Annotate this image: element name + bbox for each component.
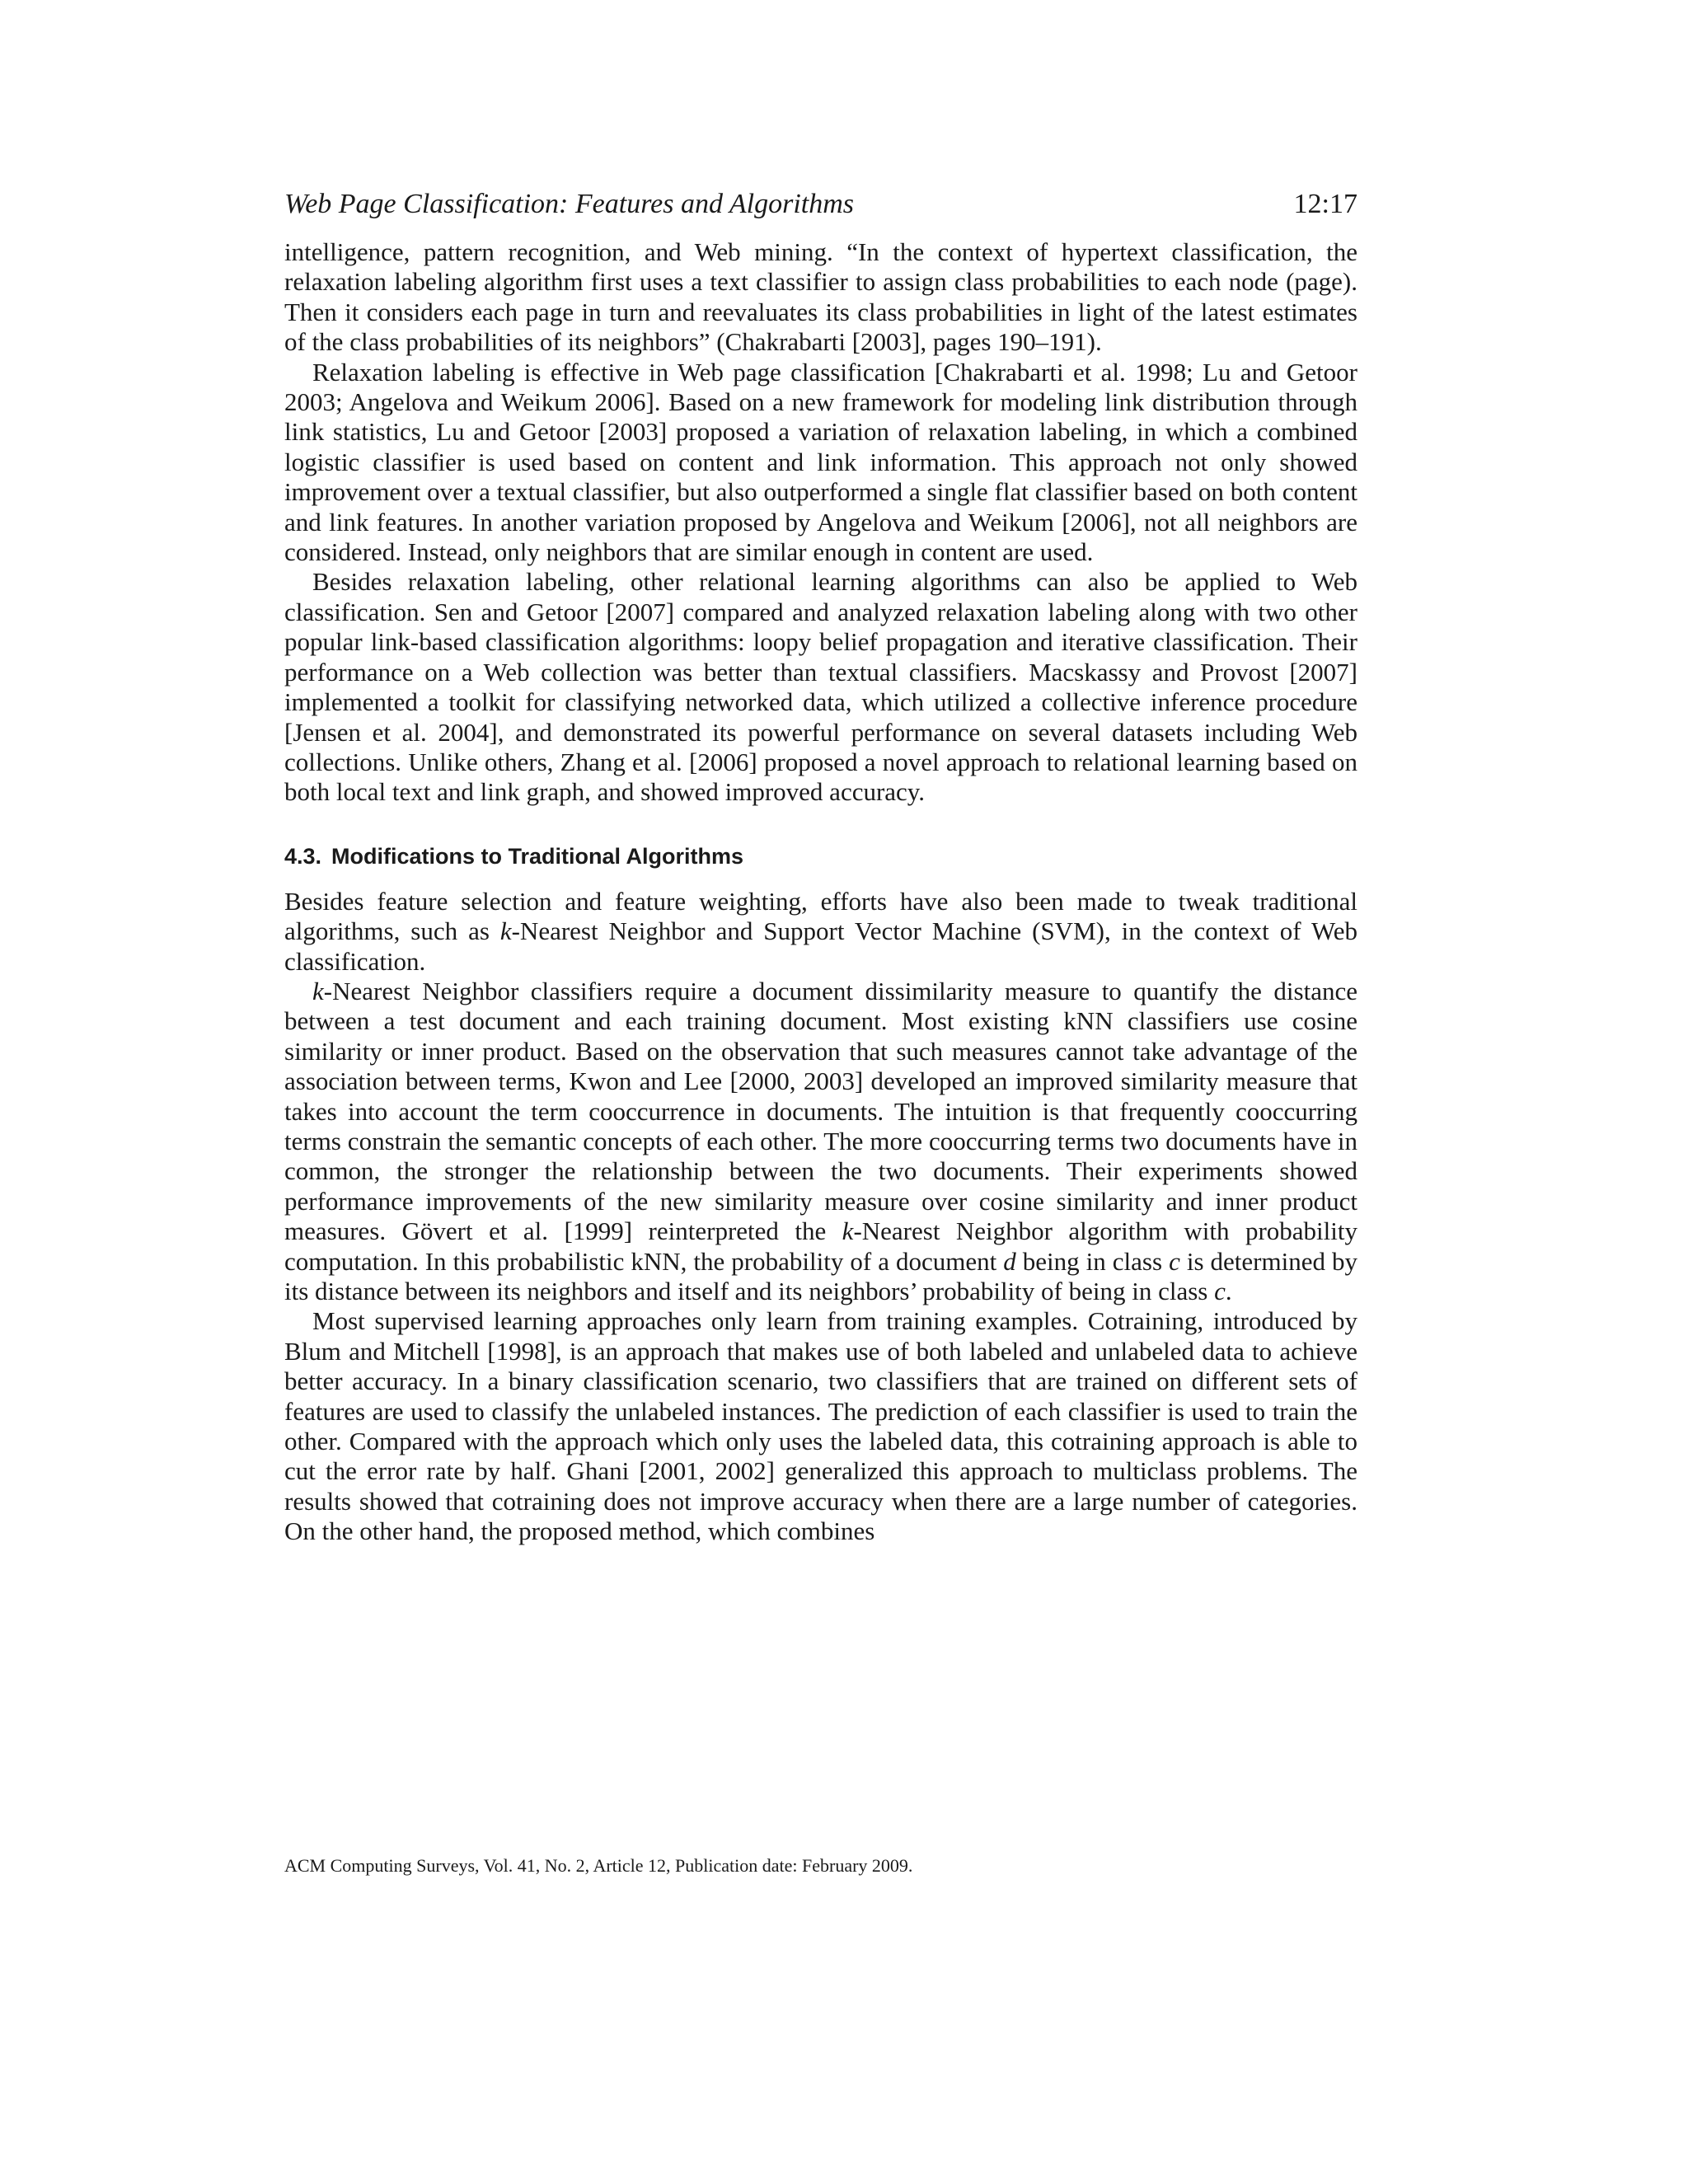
- math-k: k: [499, 916, 512, 946]
- page-footer: ACM Computing Surveys, Vol. 41, No. 2, Article 12, Publication date: February 2009.: [284, 1855, 913, 1876]
- running-head: [284, 188, 1357, 221]
- paragraph-cotraining: Most supervised learning approaches only learn from training examples. Cotraining, introduced by Blum and Mitchell [1998], is an approach that makes use of both labeled and unlabeled data to achieve better accuracy. In a binary classification scenario, two classifiers that are trained on different sets of features are used to classify the unlabeled instances. The prediction of each classifier is used to train the other. Compared with the approach which only uses the labeled data, this cotraining approach is able to cut the error rate by half. Ghani [2001, 2002] generalized this approach to multiclass problems. The results showed that cotraining does not improve accuracy when there are a large number of categories. On the other hand, the proposed method, which combines: [284, 1306, 1357, 1546]
- math-d: d: [1003, 1246, 1016, 1276]
- paragraph-knn: [284, 977, 1357, 1306]
- section-heading: [284, 842, 1357, 870]
- text-run: Besides feature selection and feature weighting, efforts have also been made to tweak traditional algorithms, such as: [284, 886, 1357, 946]
- text-run: being in class: [1015, 1246, 1170, 1276]
- paragraph-continuation: intelligence, pattern recognition, and Web mining. “In the context of hypertext classification, the relaxation labeling algorithm first uses a text classifier to assign class probabilities to each node (page). Then it considers each page in turn and reevaluates its class probabilities in light of the latest estimates of the class probabilities of its neighbors” (Chakrabarti [2003], pages 190–191).: [284, 237, 1357, 357]
- text-run: -Nearest Neighbor classifiers require a document dissimilarity measure to quantify the distance between a test document and each training document. Most existing kNN classifiers use cosine similarity or inner product. Based on the observation that such measures cannot take advantage of the association between terms, Kwon and Lee [2000, 2003] developed an improved similarity measure that takes into account the term cooccurrence in documents. The intuition is that frequently cooccurring terms constrain the semantic concepts of each other. The more cooccurring terms two documents have in common, the stronger the relationship between the two documents. Their experiments showed performance improvements of the new similarity measure over cosine similarity and inner product measures. Gövert et al. [1999] reinterpreted the: [284, 976, 1357, 1246]
- math-k: k: [842, 1216, 854, 1246]
- math-k: k: [312, 976, 324, 1005]
- page-number: 12:17: [1293, 189, 1357, 219]
- section-number: 4.3.: [284, 843, 322, 869]
- page-body: [284, 188, 1357, 1547]
- text-run: is determined by its distance between its neighbors and itself and its neighbors’ probability of being in class: [284, 1246, 1357, 1305]
- text-run: -Nearest Neighbor and Support Vector Machine (SVM), in the context of Web classification.: [284, 916, 1357, 976]
- running-title: Web Page Classification: Features and Algorithms: [284, 189, 854, 219]
- section-title: Modifications to Traditional Algorithms: [331, 843, 744, 869]
- paragraph-relaxation-labeling: Relaxation labeling is effective in Web page classification [Chakrabarti et al. 1998; Lu and Getoor 2003; Angelova and Weikum 2006]. Based on a new framework for modeling link distribution through link statistics, Lu and Getoor [2003] proposed a variation of relaxation labeling, in which a combined logistic classifier is used based on content and link information. This approach not only showed improvement over a textual classifier, but also outperformed a single flat classifier based on both content and link features. In another variation proposed by Angelova and Weikum [2006], not all neighbors are considered. Instead, only neighbors that are similar enough in content are used.: [284, 357, 1357, 567]
- text-run: .: [1225, 1277, 1232, 1305]
- text-run: -Nearest Neighbor algorithm with probability computation. In this probabilistic kNN, the probability of a document: [284, 1216, 1357, 1276]
- paragraph-modifications-intro: [284, 887, 1357, 977]
- math-c: c: [1214, 1277, 1226, 1305]
- math-c: c: [1169, 1246, 1180, 1276]
- paragraph-relational-learning: Besides relaxation labeling, other relational learning algorithms can also be applied to Web classification. Sen and Getoor [2007] compared and analyzed relaxation labeling along with two other popular link-based classification algorithms: loopy belief propagation and iterative classification. Their performance on a Web collection was better than textual classifiers. Macskassy and Provost [2007] implemented a toolkit for classifying networked data, which utilized a collective inference procedure [Jensen et al. 2004], and demonstrated its powerful performance on several datasets including Web collections. Unlike others, Zhang et al. [2006] proposed a novel approach to relational learning based on both local text and link graph, and showed improved accuracy.: [284, 567, 1357, 807]
